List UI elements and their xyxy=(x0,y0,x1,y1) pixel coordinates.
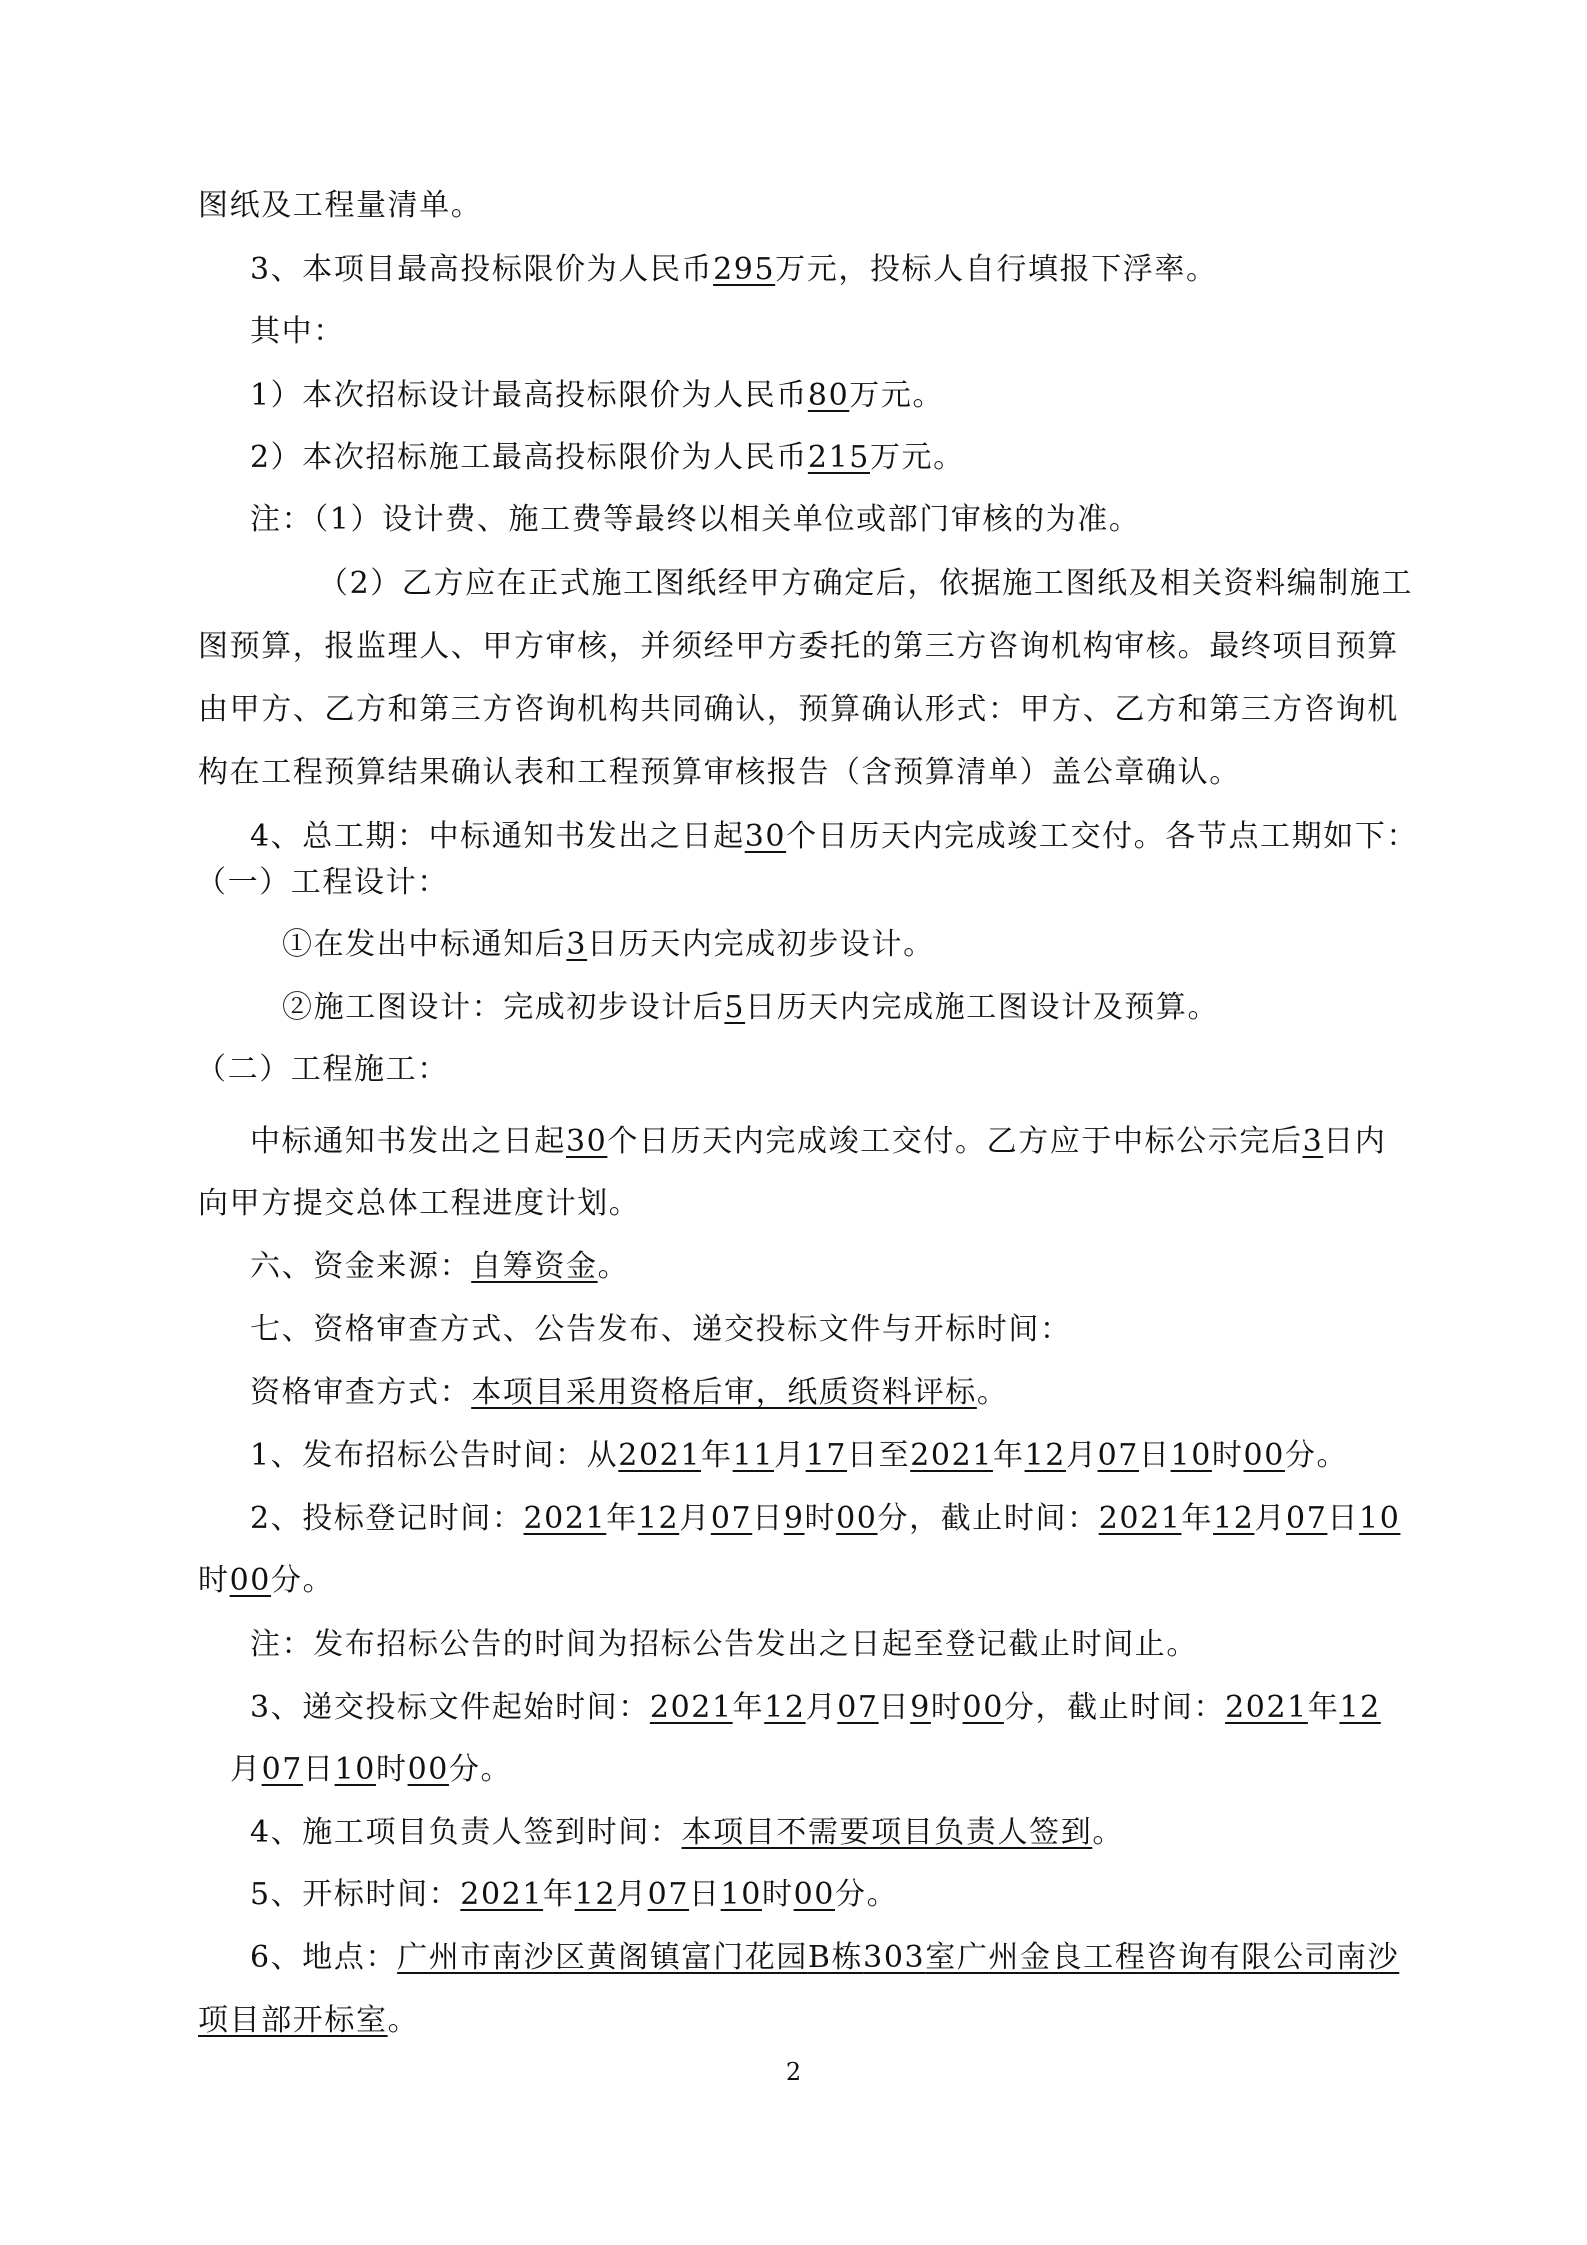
text-line: 2）本次招标施工最高投标限价为人民币215万元。 xyxy=(250,440,965,475)
text-line: 资格审查方式：本项目采用资格后审，纸质资料评标。 xyxy=(250,1375,1009,1410)
text-line: 1、发布招标公告时间：从2021年11月17日至2021年12月07日10时00分。 xyxy=(250,1438,1349,1473)
text-line: 1）本次招标设计最高投标限价为人民币80万元。 xyxy=(250,378,945,413)
text-line: 构在工程预算结果确认表和工程预算审核报告（含预算清单）盖公章确认。 xyxy=(198,755,1241,790)
text-line: 3、递交投标文件起始时间：2021年12月07日9时00分，截止时间：2021年12 xyxy=(250,1690,1381,1725)
text-line: 六、资金来源：自筹资金。 xyxy=(250,1249,630,1284)
text-line: 七、资格审查方式、公告发布、递交投标文件与开标时间： xyxy=(250,1312,1072,1347)
text-line: 中标通知书发出之日起30个日历天内完成竣工交付。乙方应于中标公示完后3日内 xyxy=(250,1124,1387,1159)
text-line: 时00分。 xyxy=(198,1563,335,1598)
text-line: 3、本项目最高投标限价为人民币295万元，投标人自行填报下浮率。 xyxy=(250,252,1218,287)
text-line: 图预算，报监理人、甲方审核，并须经甲方委托的第三方咨询机构审核。最终项目预算 xyxy=(198,629,1399,664)
text-line: 向甲方提交总体工程进度计划。 xyxy=(198,1186,641,1221)
text-line: 项目部开标室。 xyxy=(198,2003,420,2038)
text-line: ②施工图设计：完成初步设计后5日历天内完成施工图设计及预算。 xyxy=(282,990,1220,1025)
page-number: 2 xyxy=(785,2058,802,2086)
text-line: （2）乙方应在正式施工图纸经甲方确定后，依据施工图纸及相关资料编制施工 xyxy=(318,566,1414,601)
text-line: 注：发布招标公告的时间为招标公告发出之日起至登记截止时间止。 xyxy=(250,1627,1198,1662)
text-line: 2、投标登记时间：2021年12月07日9时00分，截止时间：2021年12月07日10 xyxy=(250,1501,1401,1536)
text-line: 5、开标时间：2021年12月07日10时00分。 xyxy=(250,1877,899,1912)
text-line: 图纸及工程量清单。 xyxy=(198,188,483,223)
text-line: 其中： xyxy=(250,314,345,349)
text-line: 6、地点：广州市南沙区黄阁镇富门花园B栋303室广州金良工程咨询有限公司南沙 xyxy=(250,1940,1400,1975)
text-line: 月07日10时00分。 xyxy=(230,1752,513,1787)
text-line: 注：（1）设计费、施工费等最终以相关单位或部门审核的为准。 xyxy=(250,502,1141,537)
text-line: ①在发出中标通知后3日历天内完成初步设计。 xyxy=(282,927,935,962)
section-heading: （二）工程施工： xyxy=(196,1052,449,1087)
text-line: 4、施工项目负责人签到时间：本项目不需要项目负责人签到。 xyxy=(250,1815,1124,1850)
text-line: 4、总工期：中标通知书发出之日起30个日历天内完成竣工交付。各节点工期如下： xyxy=(250,819,1419,854)
text-line: 由甲方、乙方和第三方咨询机构共同确认，预算确认形式：甲方、乙方和第三方咨询机 xyxy=(198,692,1399,727)
section-heading: （一）工程设计： xyxy=(196,865,449,900)
